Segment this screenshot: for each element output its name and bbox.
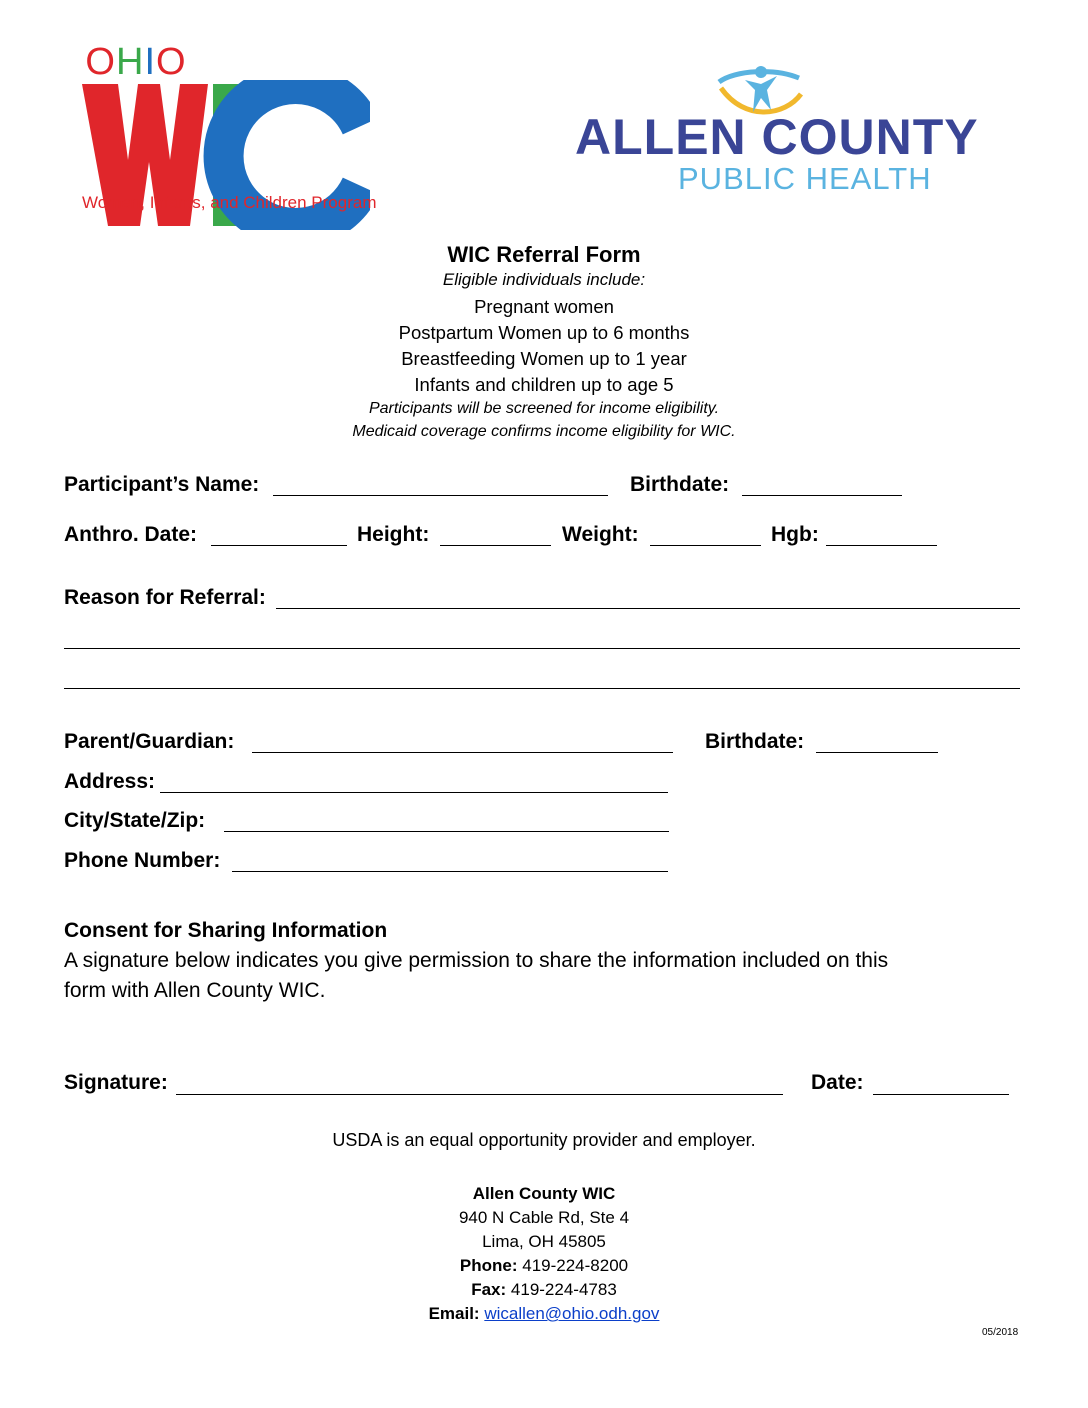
phone-number-label: Phone Number: <box>64 849 221 872</box>
consent-text-line-1: A signature below indicates you give permission to share the information included on this <box>64 949 889 972</box>
county-name: ALLEN COUNTY <box>575 109 979 165</box>
org-name: Allen County WIC <box>472 1184 616 1203</box>
income-screening-note: Participants will be screened for income eligibility. <box>368 400 720 417</box>
consent-text-line-2: form with Allen County WIC. <box>64 979 326 1002</box>
phone-value: 419-224-8200 <box>522 1256 629 1275</box>
consent-heading: Consent for Sharing Information <box>64 919 388 942</box>
participant-name-field[interactable] <box>273 495 608 496</box>
reason-field-line-3[interactable] <box>64 688 1020 689</box>
email-line <box>0 1302 1088 1326</box>
parent-guardian-field[interactable] <box>252 752 673 753</box>
eligible-heading: Eligible individuals include: <box>442 270 646 289</box>
medicaid-note: Medicaid coverage confirms income eligibility for WIC. <box>352 423 736 440</box>
county-subtitle: PUBLIC HEALTH <box>678 161 932 196</box>
allen-county-public-health-logo <box>575 64 1035 194</box>
ohio-letter: O <box>85 41 116 83</box>
hgb-field[interactable] <box>826 545 937 546</box>
phone-number-field[interactable] <box>232 871 668 872</box>
parent-birthdate-label: Birthdate: <box>705 730 805 753</box>
eligible-item: Pregnant women <box>474 296 614 317</box>
date-field[interactable] <box>873 1094 1009 1095</box>
ohio-letter: O <box>156 41 187 83</box>
email-link[interactable]: wicallen@ohio.odh.gov <box>484 1304 660 1323</box>
anthro-date-label: Anthro. Date: <box>64 523 197 546</box>
eligible-item: Postpartum Women up to 6 months <box>398 322 690 343</box>
revision-date: 05/2018 <box>982 1327 1019 1338</box>
reason-field-line-2[interactable] <box>64 648 1020 649</box>
ohio-wic-logo <box>80 40 377 220</box>
signature-label: Signature: <box>64 1071 168 1094</box>
height-field[interactable] <box>440 545 551 546</box>
wic-tagline: Women, Infants, and Children Program <box>82 193 377 212</box>
eligible-item: Breastfeeding Women up to 1 year <box>401 348 687 369</box>
weight-label: Weight: <box>562 523 639 546</box>
phone-line <box>0 1254 1088 1278</box>
reason-field-line-1[interactable] <box>276 608 1020 609</box>
participant-name-label: Participant’s Name: <box>64 473 260 496</box>
anthro-date-field[interactable] <box>211 545 347 546</box>
ohio-wordmark <box>80 40 192 84</box>
ohio-letter: H <box>115 41 145 83</box>
fax-line <box>0 1278 1088 1302</box>
participant-birthdate-label: Birthdate: <box>630 473 730 496</box>
height-label: Height: <box>357 523 430 546</box>
ohio-letter: I <box>144 41 156 83</box>
form-title: WIC Referral Form <box>447 242 641 267</box>
signature-field[interactable] <box>176 1094 783 1095</box>
city-address: Lima, OH 45805 <box>482 1232 606 1251</box>
fax-value: 419-224-4783 <box>510 1280 617 1299</box>
participant-birthdate-field[interactable] <box>742 495 902 496</box>
parent-birthdate-field[interactable] <box>816 752 938 753</box>
date-label: Date: <box>811 1071 864 1094</box>
city-state-zip-label: City/State/Zip: <box>64 809 206 832</box>
parent-guardian-label: Parent/Guardian: <box>64 730 235 753</box>
phone-label: Phone: <box>459 1256 518 1275</box>
street-address: 940 N Cable Rd, Ste 4 <box>458 1208 630 1227</box>
reason-label: Reason for Referral: <box>64 586 266 609</box>
weight-field[interactable] <box>650 545 761 546</box>
address-label: Address: <box>64 770 156 793</box>
eligible-item: Infants and children up to age 5 <box>414 374 674 395</box>
fax-label: Fax: <box>471 1280 507 1299</box>
address-field[interactable] <box>160 792 668 793</box>
city-state-zip-field[interactable] <box>224 831 669 832</box>
hgb-label: Hgb: <box>771 523 819 546</box>
usda-statement: USDA is an equal opportunity provider and employer. <box>332 1130 756 1150</box>
email-label: Email: <box>428 1304 480 1323</box>
